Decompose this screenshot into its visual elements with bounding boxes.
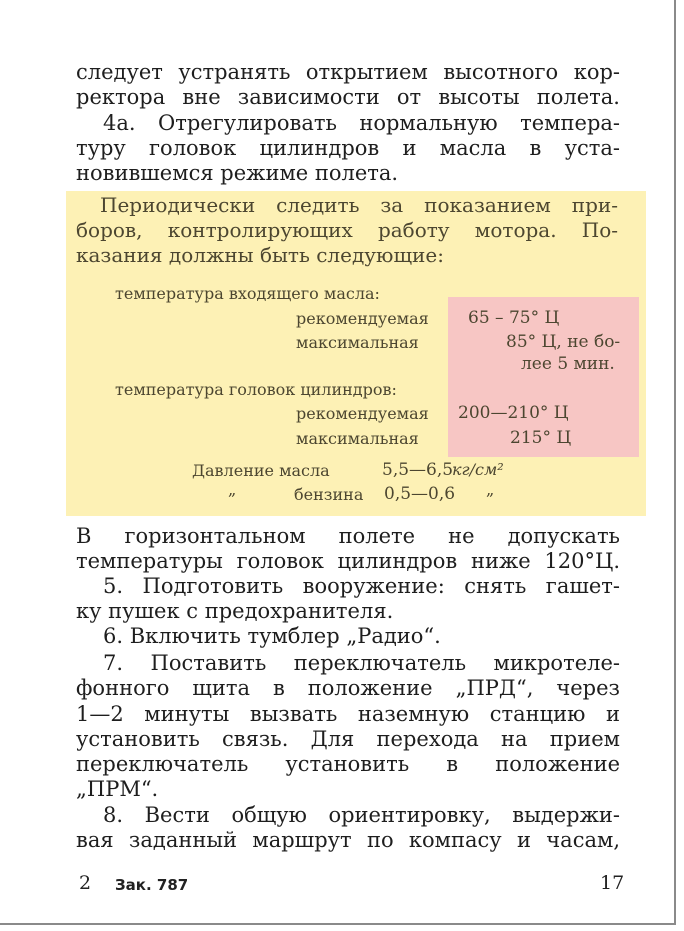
text-line: В горизонтальном полете не допускать — [76, 524, 620, 548]
oil-max-value: 85° Ц, не бо- — [506, 332, 621, 352]
cyl-max-value: 215° Ц — [510, 428, 572, 448]
text-line: ректора вне зависимости от высоты полета. — [76, 85, 620, 109]
text-line: „ПРМ“. — [76, 777, 159, 801]
footer-order: Зак. 787 — [115, 876, 189, 894]
text-line: новившемся режиме полета. — [76, 161, 399, 185]
text-line: следует устранять открытием высотного кор- — [76, 60, 620, 84]
cyl-recommended-value: 200—210° Ц — [458, 403, 569, 423]
text-line: 1—2 минуты вызвать наземную станцию и — [76, 702, 620, 726]
text-line: переключатель установить в положение — [76, 752, 620, 776]
cyl-temp-heading: температура головок цилиндров: — [115, 380, 397, 399]
text-line: температуры головок цилиндров ниже 120°Ц. — [76, 549, 620, 573]
text-line: 7. Поставить переключатель микротеле- — [103, 651, 620, 675]
text-line: ку пушек с предохранителя. — [76, 599, 394, 623]
ditto-mark: „ — [228, 480, 237, 499]
oil-recommended-label: рекомендуемая — [296, 309, 429, 328]
fuel-pressure-value: 0,5—0,6 — [384, 484, 456, 504]
text-line: 8. Вести общую ориентировку, выдержи- — [103, 803, 620, 827]
ditto-mark: „ — [486, 480, 495, 499]
text-line: установить связь. Для перехода на прием — [76, 727, 620, 751]
text-line: фонного щита в положение „ПРД“, через — [76, 676, 620, 700]
text-line: 4а. Отрегулировать нормальную темпера- — [103, 111, 620, 135]
text-line: 6. Включить тумблер „Радио“. — [103, 624, 441, 648]
oil-recommended-value: 65 – 75° Ц — [468, 308, 560, 328]
cyl-max-label: максимальная — [296, 429, 419, 448]
oil-pressure-unit: кг/см² — [452, 460, 504, 479]
footer-left-number: 2 — [79, 872, 92, 894]
oil-pressure-label: Давление масла — [192, 461, 330, 480]
highlight-line: Периодически следить за показанием при- — [100, 193, 618, 217]
fuel-pressure-label: бензина — [294, 485, 364, 504]
text-line: вая заданный маршрут по компасу и часам, — [76, 828, 620, 852]
oil-max-label: максимальная — [296, 333, 419, 352]
highlight-line: казания должны быть следующие: — [76, 243, 444, 267]
text-line: туру головок цилиндров и масла в уста- — [76, 136, 620, 160]
cyl-recommended-label: рекомендуемая — [296, 404, 429, 423]
page-number: 17 — [600, 872, 625, 894]
oil-pressure-value: 5,5—6,5 — [382, 460, 454, 480]
text-line: 5. Подготовить вооружение: снять гашет- — [103, 574, 620, 598]
oil-temp-heading: температура входящего масла: — [115, 284, 380, 303]
highlight-line: боров, контролирующих работу мотора. По- — [76, 218, 618, 242]
oil-max-value-cont: лее 5 мин. — [521, 354, 615, 374]
